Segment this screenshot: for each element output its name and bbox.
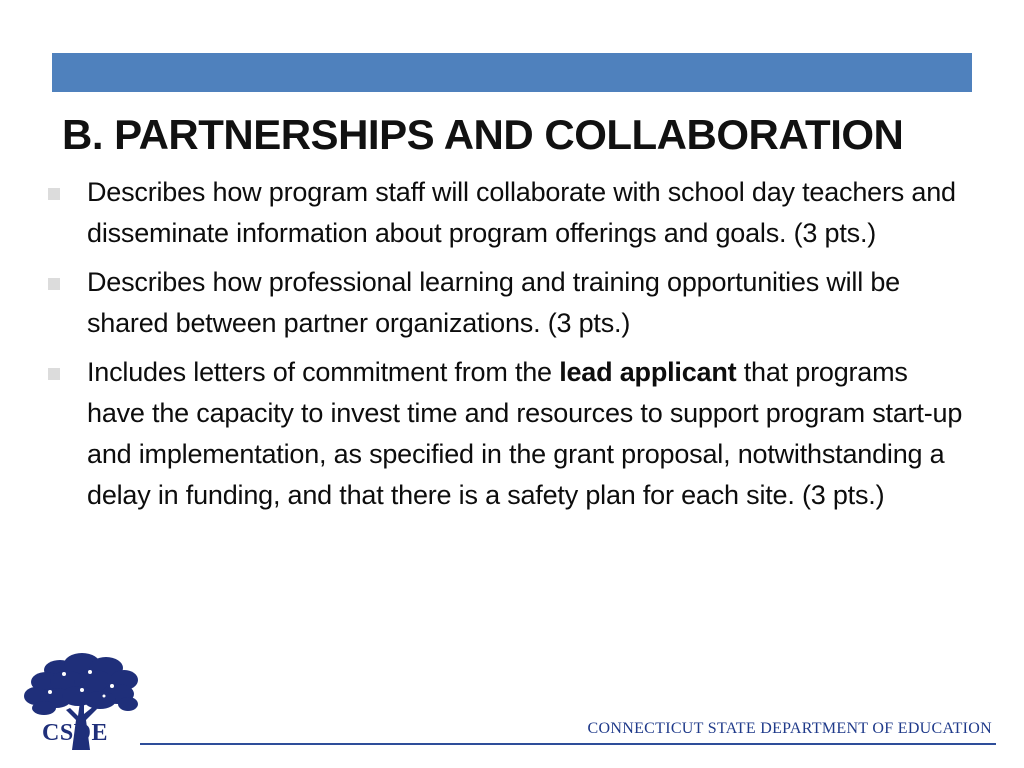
bullet-item — [48, 262, 968, 344]
bullet-marker — [48, 188, 60, 200]
bullet-text — [87, 357, 962, 510]
footer-rule — [140, 743, 996, 745]
bullet-marker — [48, 368, 60, 380]
bullet-item — [48, 352, 968, 516]
bullet-text-bold: lead applicant — [559, 357, 737, 387]
bullet-text: Describes how professional learning and training opportunities will be shared between partner organizations. (3 pts.) — [87, 267, 900, 338]
bullet-text-start: Includes letters of commitment from the — [87, 357, 560, 387]
bullet-text: Describes how program staff will collaborate with school day teachers and disseminate information about program offerings and goals. (3 pts.) — [87, 177, 956, 248]
bullet-item — [48, 172, 968, 254]
bullet-text-end: that programs have the capacity to invest time and resources to support program start-up and implementation, as specified in the grant proposal, notwithstanding a delay in funding, and that there is a safety plan for each site. (3 pts.) — [87, 357, 963, 510]
bullet-list — [48, 172, 968, 524]
slide-title: B. PARTNERSHIPS AND COLLABORATION — [62, 111, 904, 158]
logo-wordmark: CSDE — [42, 720, 109, 746]
footer-organization: CONNECTICUT STATE DEPARTMENT OF EDUCATION — [587, 720, 992, 737]
bullet-marker — [48, 278, 60, 290]
header-band — [52, 53, 972, 92]
